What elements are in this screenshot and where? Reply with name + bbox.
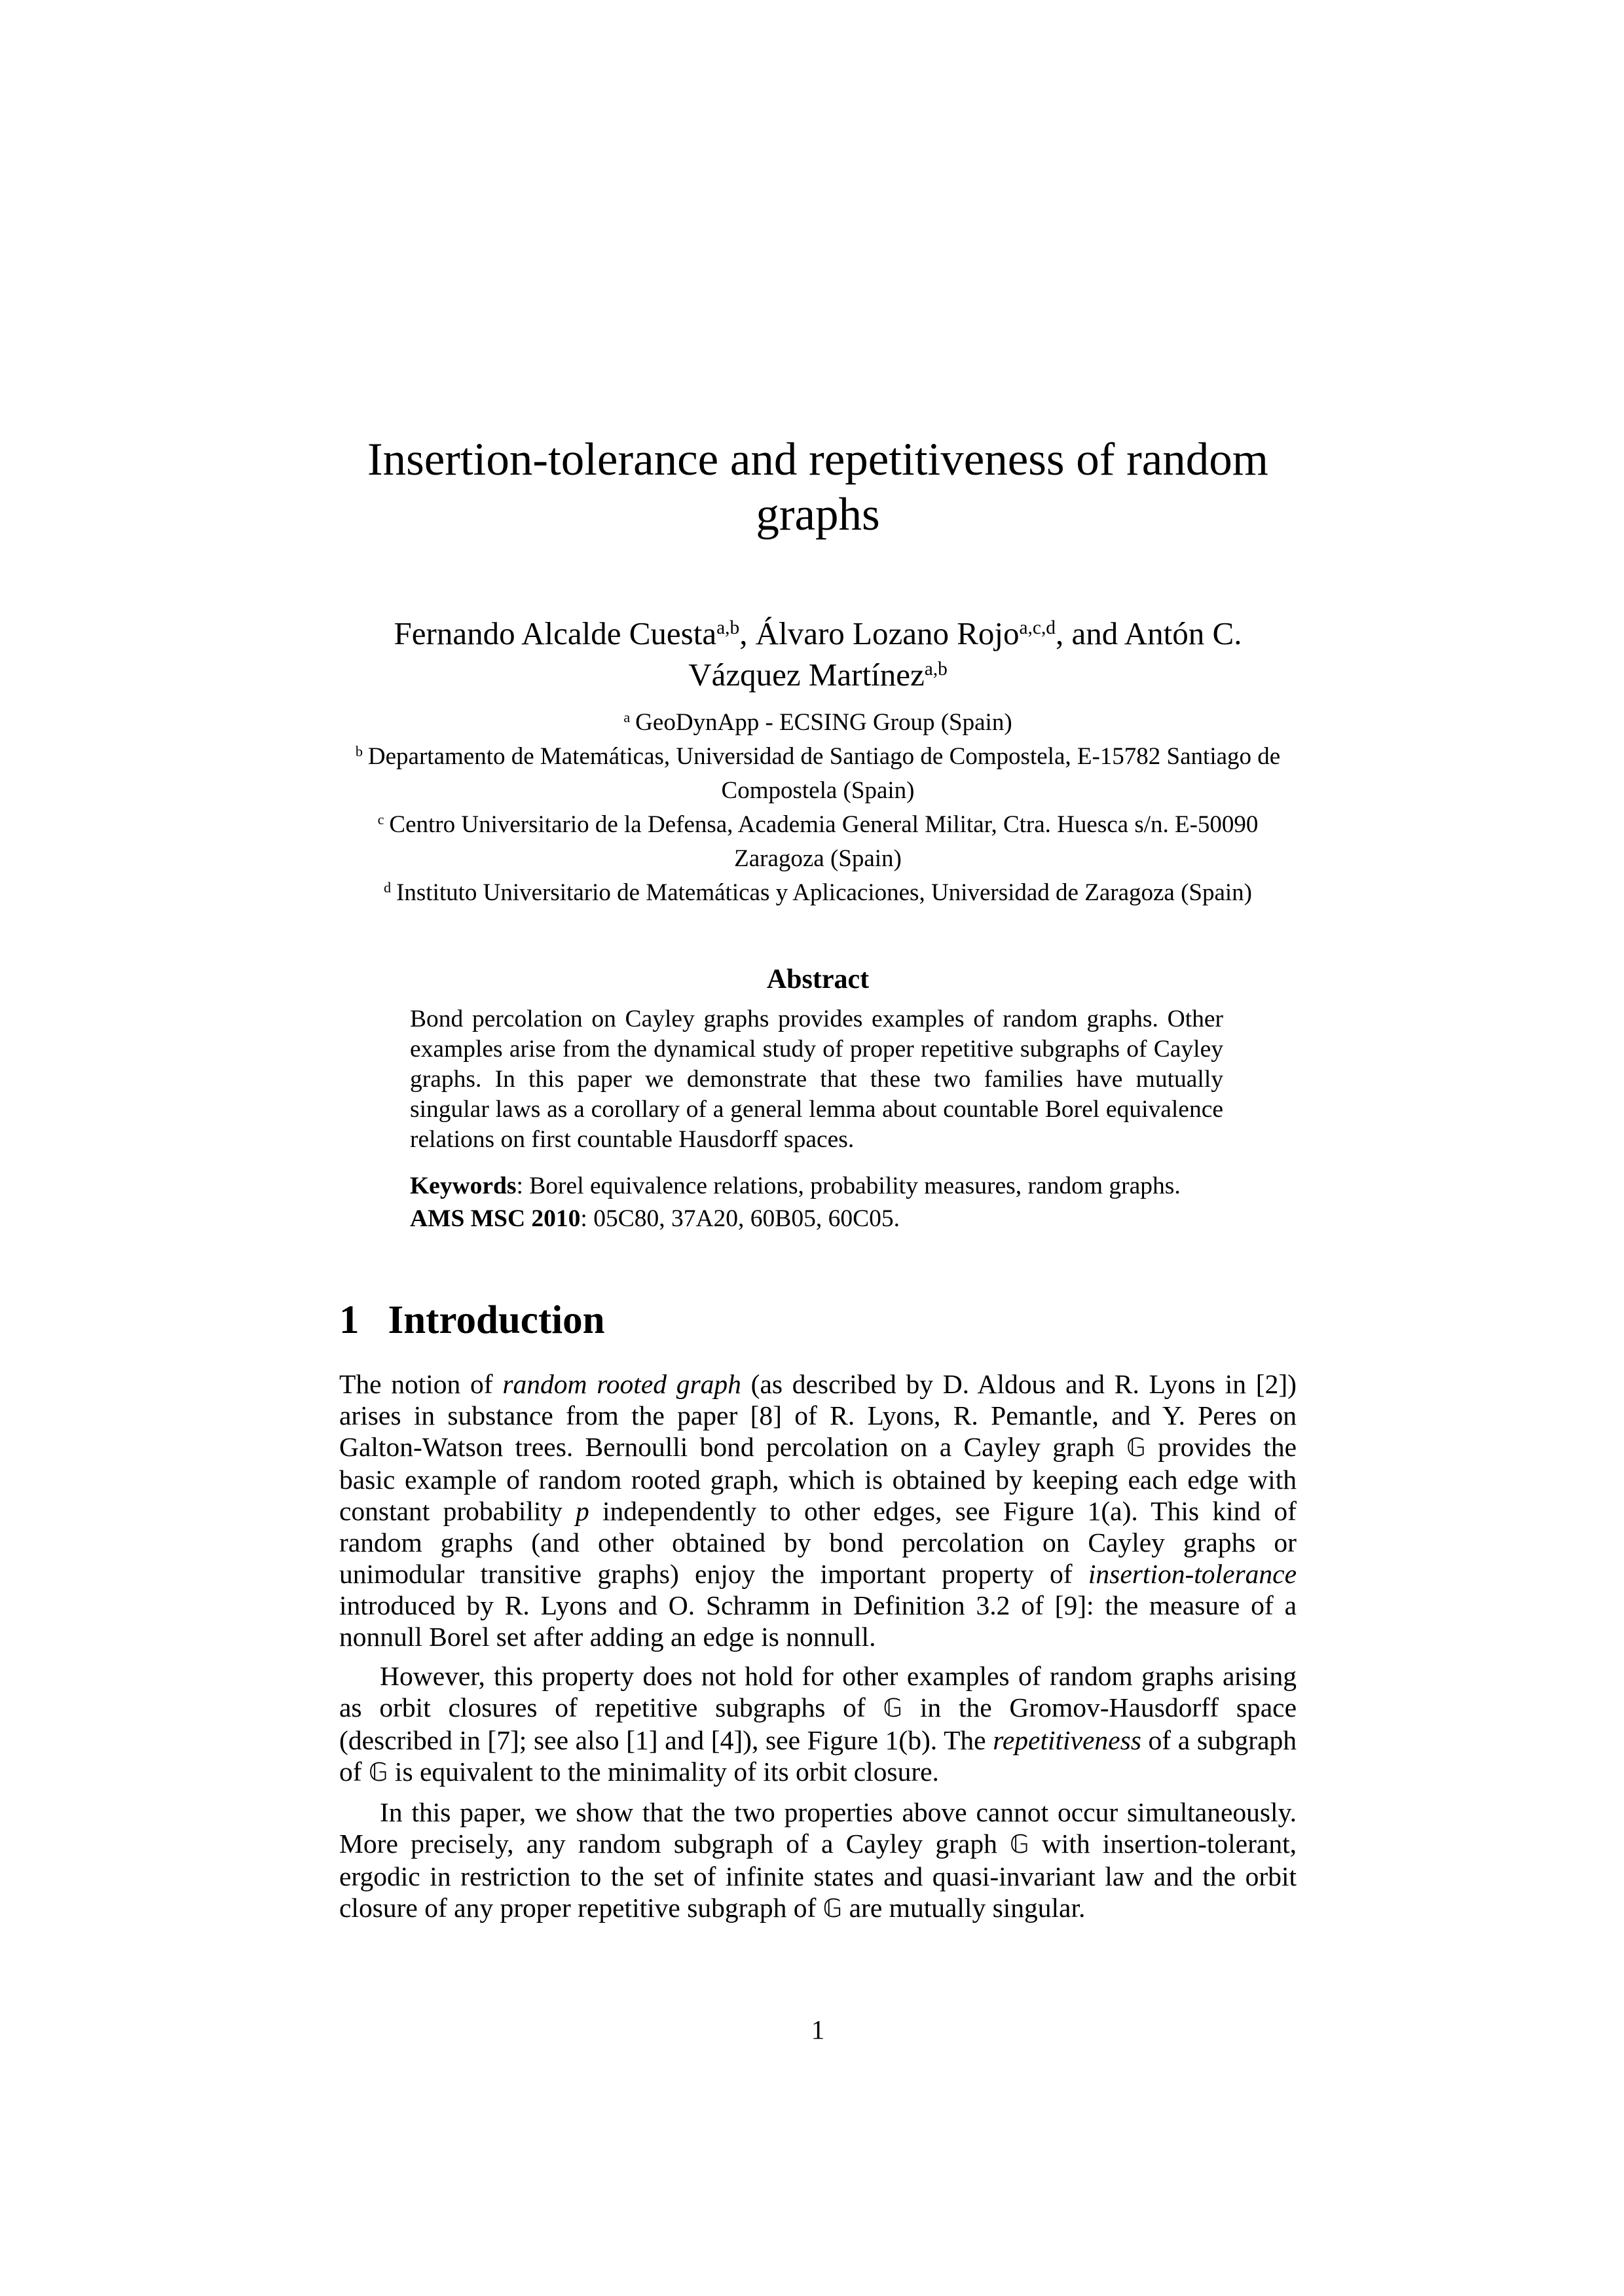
text-segment: of a subgraph of xyxy=(339,1725,1297,1787)
superscript: a,b xyxy=(924,658,948,680)
introduction-section xyxy=(339,1296,1297,1925)
body-paragraph xyxy=(339,1660,1297,1789)
affiliation-text: Departamento de Matemáticas, Universidad de Santiago de Compostela, E-15782 Santiago de Compostela (Spain) xyxy=(367,743,1281,804)
affiliation-item xyxy=(339,706,1297,740)
text-segment: are mutually singular. xyxy=(842,1893,1086,1923)
affiliation-item xyxy=(339,876,1297,910)
msc-line xyxy=(410,1203,1223,1235)
text-segment: , and Antón C. Vázquez Martínez xyxy=(688,615,1242,693)
author-line xyxy=(339,613,1297,695)
superscript: a,b xyxy=(716,617,740,638)
text-segment: In this paper, we show that the two properties above cannot occur simultaneously. More precisely, any random subgraph of a Cayley graph xyxy=(339,1797,1297,1859)
affiliation-text: Centro Universitario de la Defensa, Academia General Militar, Ctra. Huesca s/n. E-50090 Zaragoza (Spain) xyxy=(389,811,1259,872)
body-paragraph xyxy=(339,1796,1297,1925)
abstract-body: Bond percolation on Cayley graphs provides examples of random graphs. Other examples arise from the dynamical study of proper repetitive subgraphs of Cayley graphs. In this paper we demonstrate that these two families have mutually singular laws as a corollary of a general lemma about countable Borel equivalence relations on first countable Hausdorff spaces. xyxy=(410,1006,1223,1153)
blackboard-G: 𝔾 xyxy=(883,1694,903,1723)
affiliation-marker: d xyxy=(383,879,392,896)
italic-text: p xyxy=(575,1496,589,1526)
msc-text: : 05C80, 37A20, 60B05, 60C05. xyxy=(580,1205,900,1232)
affiliation-marker: a xyxy=(623,708,631,725)
affiliation-marker: c xyxy=(377,811,384,828)
text-segment: provides the basic example of random rooted graph, which is obtained by keeping each edge with constant probability xyxy=(339,1432,1297,1526)
text-segment: (as described by D. Aldous and R. Lyons in [2]) arises in substance from the paper [8] of R. Lyons, R. Pemantle, and Y. Peres on Galton-Watson trees. Bernoulli bond percolation on a Cayley graph xyxy=(339,1369,1297,1462)
text-segment: is equivalent to the minimality of its orbit closure. xyxy=(388,1757,939,1787)
affiliation-item xyxy=(339,808,1297,876)
keywords-line xyxy=(410,1171,1223,1202)
section-title: Introduction xyxy=(388,1298,605,1342)
blackboard-G: 𝔾 xyxy=(822,1895,843,1923)
keywords-label: Keywords xyxy=(410,1173,517,1199)
text-segment: independently to other edges, see Figure 1(a). This kind of random graphs (and other obtained by bond percolation on Cayley graphs or unimodular transitive graphs) enjoy the important property of xyxy=(339,1496,1297,1589)
body-paragraph xyxy=(339,1368,1297,1652)
text-segment: with insertion-tolerant, ergodic in restriction to the set of infinite states and quasi-invariant law and the orbit closure of any proper repetitive subgraph of xyxy=(339,1829,1297,1923)
section-heading xyxy=(339,1296,1297,1345)
page-number: 1 xyxy=(811,2014,825,2045)
italic-text: repetitiveness xyxy=(993,1725,1141,1755)
affiliation-marker: b xyxy=(355,742,363,759)
blackboard-G: 𝔾 xyxy=(1126,1434,1146,1463)
affiliations-list xyxy=(339,706,1297,910)
text-segment: in the Gromov-Hausdorff space (described in [7]; see also [1] and [4]), see Figure 1(b). The xyxy=(339,1692,1297,1755)
introduction-paragraphs xyxy=(339,1368,1297,1925)
paper-title: Insertion-tolerance and repetitiveness of random graphs xyxy=(367,434,1269,540)
section-number: 1 xyxy=(339,1298,360,1342)
affiliation-item xyxy=(339,740,1297,808)
blackboard-G: 𝔾 xyxy=(368,1758,388,1787)
italic-text: random rooted graph xyxy=(502,1369,741,1399)
abstract-section xyxy=(339,962,1297,1235)
text-segment: introduced by R. Lyons and O. Schramm in Definition 3.2 of [9]: the measure of a nonnull Borel set after adding an edge is nonnull. xyxy=(339,1590,1297,1652)
text-segment: , Álvaro Lozano Rojo xyxy=(739,615,1020,651)
text-segment: Fernando Alcalde Cuesta xyxy=(394,615,717,651)
msc-label: AMS MSC 2010 xyxy=(410,1205,581,1232)
affiliation-text: Instituto Universitario de Matemáticas y Aplicaciones, Universidad de Zaragoza (Spain) xyxy=(396,879,1253,906)
keywords-text: : Borel equivalence relations, probability measures, random graphs. xyxy=(516,1173,1181,1199)
text-segment: The notion of xyxy=(339,1369,503,1399)
affiliation-text: GeoDynApp - ECSING Group (Spain) xyxy=(635,709,1012,736)
superscript: a,c,d xyxy=(1019,617,1056,638)
italic-text: insertion-tolerance xyxy=(1088,1559,1297,1589)
text-segment: However, this property does not hold for other examples of random graphs arising as orbit closures of repetitive subgraphs of xyxy=(339,1661,1297,1722)
blackboard-G: 𝔾 xyxy=(1010,1831,1029,1859)
abstract-heading: Abstract xyxy=(766,964,870,994)
